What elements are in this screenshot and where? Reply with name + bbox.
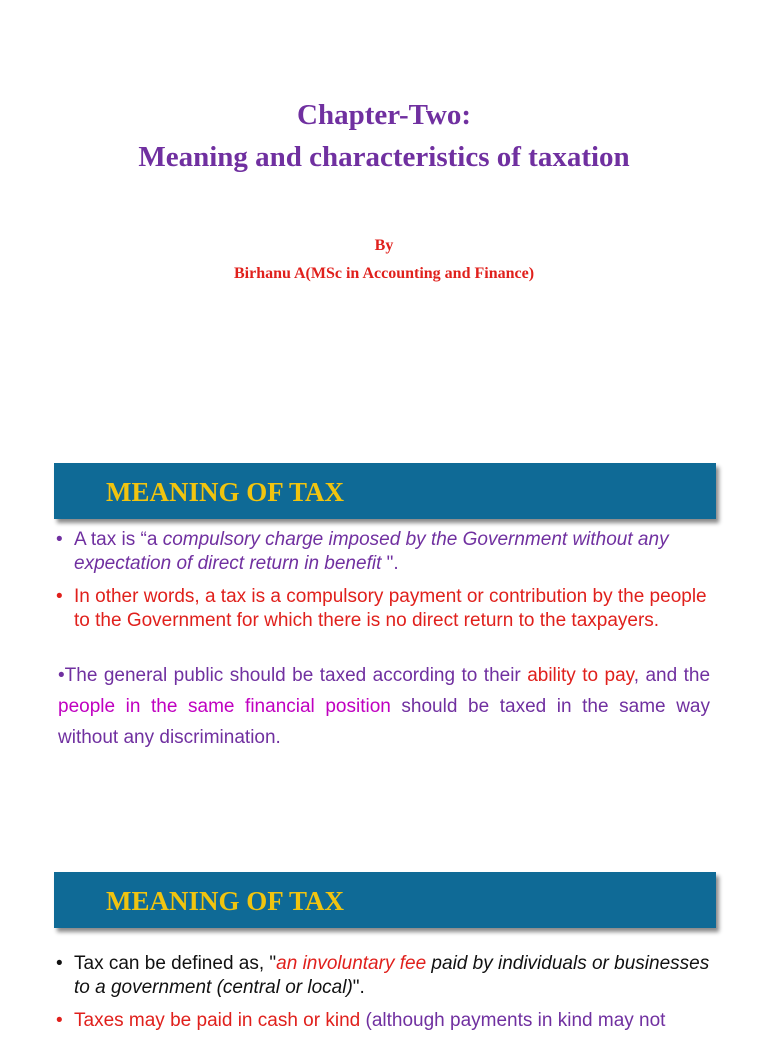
bullet-suffix: (although payments in kind may not [365, 1010, 666, 1031]
section-heading-2: MEANING OF TAX [106, 886, 345, 916]
byline-author: Birhanu A(MSc in Accounting and Finance) [233, 265, 535, 282]
bullet-item [56, 528, 716, 576]
bullet-dot-icon: • [56, 1010, 63, 1031]
para-part-ability-to-pay: ability to pay [527, 665, 634, 686]
bullet-emphasis-red: an involuntary fee [276, 953, 427, 974]
para-part-3: , and the [633, 665, 711, 686]
bullet-item [56, 1009, 716, 1033]
bullet-emphasis: compulsory charge imposed by the Government without any expectation of direct return in benefit [74, 529, 669, 574]
bullet-emphasis: paid by individuals or businesses to a government (central or local) [74, 953, 710, 998]
bullet-suffix: ". [381, 553, 399, 574]
para-part-financial-position: people in the same financial position [58, 696, 391, 717]
bullet-list-2 [56, 952, 716, 1042]
bullet-prefix: Tax can be defined as, " [74, 953, 277, 974]
bullet-dot-icon: • [56, 529, 63, 550]
byline [0, 232, 768, 288]
para-part-1: •The general public should be taxed according to their [58, 665, 528, 686]
section-banner-1 [54, 463, 716, 519]
bullet-list-1 [56, 528, 716, 642]
byline-by: By [374, 237, 394, 254]
section-heading-1: MEANING OF TAX [106, 477, 345, 507]
bullet-item [56, 952, 716, 1000]
title-line-1: Chapter-Two: [297, 99, 471, 131]
bullet-prefix: A tax is “a [74, 529, 163, 550]
bullet-suffix: ". [352, 977, 365, 998]
title-line-2: Meaning and characteristics of taxation [138, 141, 630, 173]
bullet-prefix: Taxes may be paid in cash or kind [74, 1010, 366, 1031]
bullet-dot-icon: • [56, 953, 63, 974]
bullet-text: In other words, a tax is a compulsory payment or contribution by the people to the Government for which there is no direct return to the taxpayers. [74, 586, 707, 631]
bullet-item [56, 585, 716, 633]
section-banner-2 [54, 872, 716, 928]
body-paragraph [58, 660, 710, 753]
para-part-5: should be taxed in the same way without any discrimination. [58, 696, 710, 748]
slide-title [0, 94, 768, 178]
bullet-dot-icon: • [56, 586, 63, 607]
